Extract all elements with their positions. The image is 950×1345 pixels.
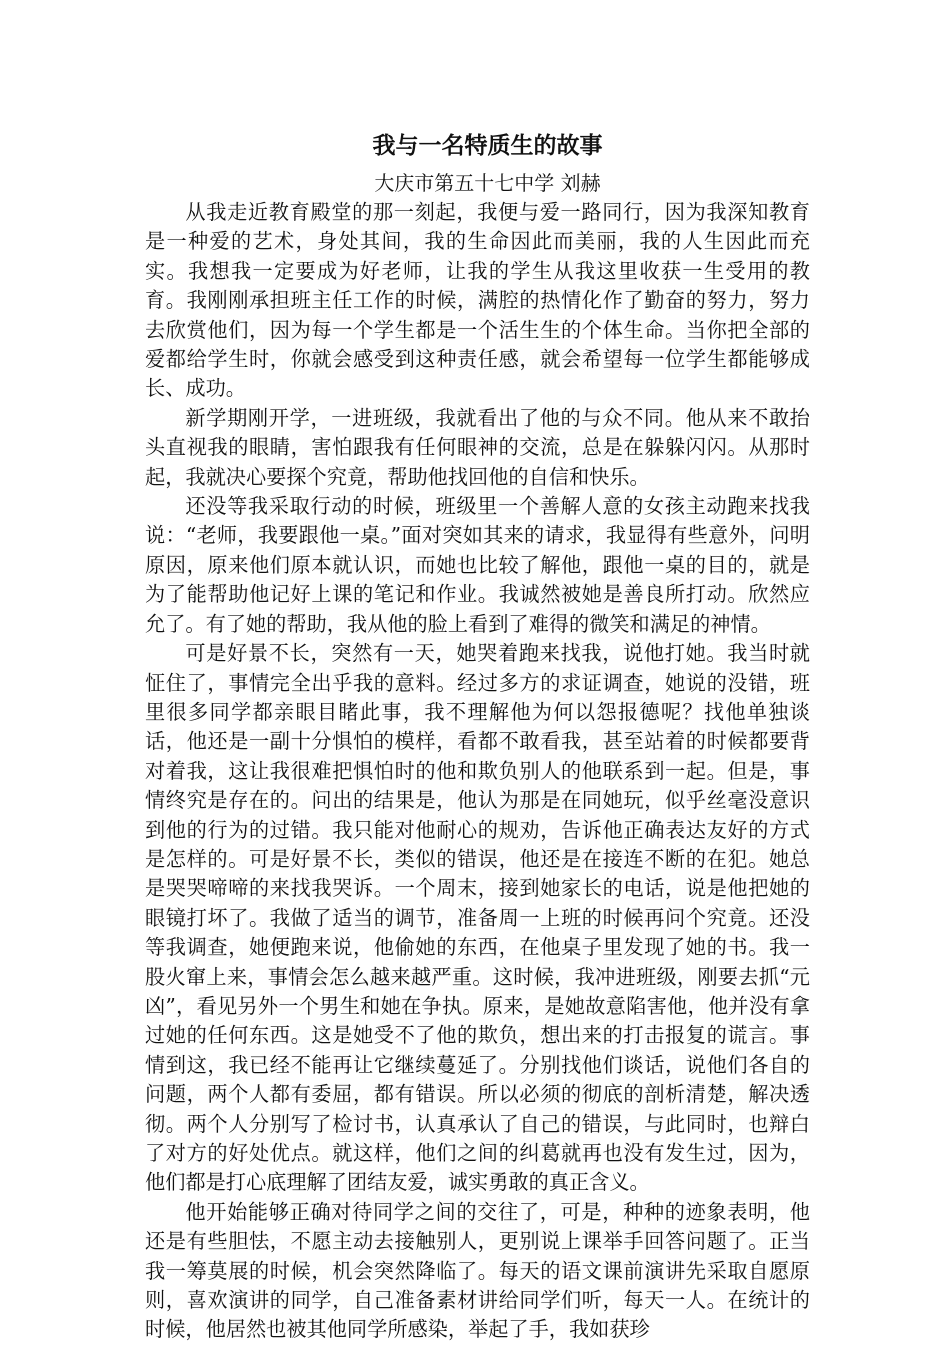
document-body [145, 128, 810, 1345]
paragraph-5: 他开始能够正确对待同学之间的交往了，可是，种种的迹象表明，他还是有些胆怯，不愿主动去接触别人，更别说上课举手回答问题了。正当我一筹莫展的时候，机会突然降临了。每天的语文课前演讲先采取自愿原则，喜欢演讲的同学，自己准备素材讲给同学们听，每天一人。在统计的时候，他居然也被其他同学所感染，举起了手，我如获珍 [145, 1199, 810, 1342]
paragraph-4: 可是好景不长，突然有一天，她哭着跑来找我，说他打她。我当时就怔住了，事情完全出乎我的意料。经过多方的求证调查，她说的没错，班里很多同学都亲眼目睹此事，我不理解他为何以怨报德呢？找他单独谈话，他还是一副十分惧怕的模样，看都不敢看我，甚至站着的时候都要背对着我，这让我很难把惧怕时的他和欺负别人的他联系到一起。但是，事情终究是存在的。问出的结果是，他认为那是在同她玩，似乎丝毫没意识到他的行为的过错。我只能对他耐心的规劝，告诉他正确表达友好的方式是怎样的。可是好景不长，类似的错误，他还是在接连不断的在犯。她总是哭哭啼啼的来找我哭诉。一个周末，接到她家长的电话，说是他把她的眼镜打坏了。我做了适当的调节，准备周一上班的时候再问个究竟。还没等我调查，她便跑来说，他偷她的东西，在他桌子里发现了她的书。我一股火窜上来，事情会怎么越来越严重。这时候，我冲进班级，刚要去抓“元凶”，看见另外一个男生和她在争执。原来，是她故意陷害他，他并没有拿过她的任何东西。这是她受不了他的欺负，想出来的打击报复的谎言。事情到这，我已经不能再让它继续蔓延了。分别找他们谈话，说他们各自的问题，两个人都有委屈，都有错误。所以必须的彻底的剖析清楚，解决透彻。两个人分别写了检讨书，认真承认了自己的错误，与此同时，也辩白了对方的好处优点。就这样，他们之间的纠葛就再也没有发生过，因为，他们都是打心底理解了团结友爱，诚实勇敢的真正含义。 [145, 641, 810, 1195]
paragraph-1: 从我走近教育殿堂的那一刻起，我便与爱一路同行，因为我深知教育是一种爱的艺术，身处其间，我的生命因此而美丽，我的人生因此而充实。我想我一定要成为好老师，让我的学生从我这里收获一生受用的教育。我刚刚承担班主任工作的时候，满腔的热情化作了勤奋的努力，努力去欣赏他们，因为每一个学生都是一个活生生的个体生命。当你把全部的爱都给学生时，你就会感受到这种责任感，就会希望每一位学生都能够成长、成功。 [145, 200, 810, 401]
paragraph-3: 还没等我采取行动的时候，班级里一个善解人意的女孩主动跑来找我说：“老师，我要跟他一桌。”面对突如其来的请求，我显得有些意外，问明原因，原来他们原本就认识，而她也比较了解他，跟他一桌的目的，就是为了能帮助他记好上课的笔记和作业。我诚然被她是善良所打动。欣然应允了。有了她的帮助，我从他的脸上看到了难得的微笑和满足的神情。 [145, 494, 810, 636]
author-byline: 大庆市第五十七中学 刘赫 [374, 171, 601, 195]
document-title: 我与一名特质生的故事 [372, 132, 603, 159]
paragraph-2: 新学期刚开学，一进班级，我就看出了他的与众不同。他从来不敢抬头直视我的眼睛，害怕跟我有任何眼神的交流，总是在躲躲闪闪。从那时起，我就决心要探个究竟，帮助他找回他的自信和快乐。 [145, 405, 810, 489]
